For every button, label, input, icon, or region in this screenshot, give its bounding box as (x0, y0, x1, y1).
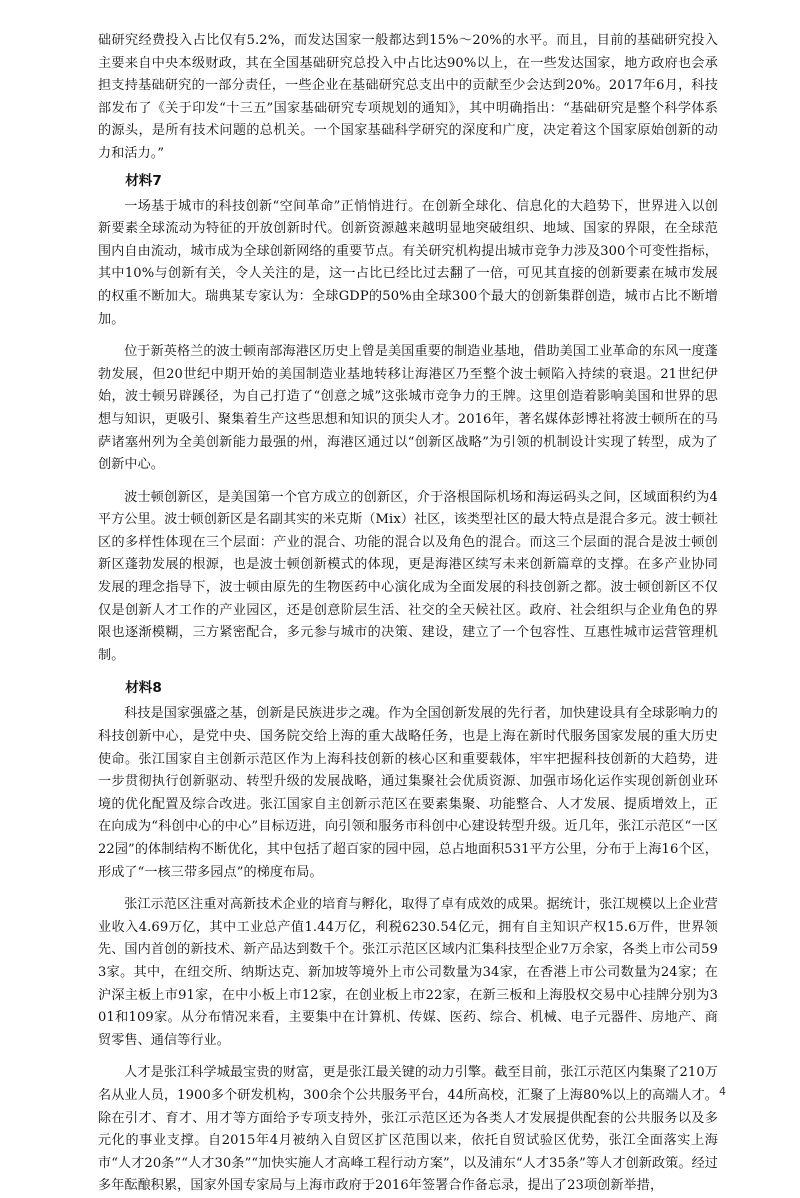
material-8-paragraph-2: 张江示范区注重对高新技术企业的培育与孵化，取得了卓有成效的成果。据统计，张江规模以上企业营业收入4.69万亿，其中工业总产值1.44万亿，利税6230.54亿元，拥有自主知识产权15.6万件，世界领先、国内首创的新技术、新产品达到数千个。张江示范区区域内汇集科技型企业7万余家，各类上市公司593家。其中，在纽交所、纳斯达克、新加坡等境外上市公司数量为34家，在香港上市公司数量为24家；在沪深主板上市91家，在中小板上市12家，在创业板上市22家，在新三板和上海股权交易中心挂牌分别为301和109家。从分布情况来看，主要集中在计算机、传媒、医药、综合、机械、电子元器件、房地产、商贸零售、通信等行业。 (98, 897, 718, 1048)
material-8-paragraph-1: 科技是国家强盛之基，创新是民族进步之魂。作为全国创新发展的先行者，加快建设具有全球影响力的科技创新中心，是党中央、国务院交给上海的重大战略任务，也是上海在新时代服务国家发展的重大历史使命。张江国家自主创新示范区作为上海科技创新的核心区和重要载体，牢牢把握科技创新的大趋势，进一步贯彻执行创新驱动、转型升级的发展战略，通过集聚社会优质资源、加强市场化运作实现创新创业环境的优化配置及综合改进。张江国家自主创新示范区在要素集聚、功能整合、人才发展、提质增效上，正在向成为“科创中心的中心”目标迈进，向引领和服务市科创中心建设转型升级。近几年，张江示范区“一区22园”的体制结构不断优化，其中包括了超百家的园中园，总占地面积531平方公里，分布于上海16个区，形成了“一核三带多园点”的梯度布局。 (98, 706, 718, 880)
intro-paragraph: 础研究经费投入占比仅有5.2%，而发达国家一般都达到15%～20%的水平。而且，目前的基础研究投入主要来自中央本级财政，其在全国基础研究总投入中占比达90%以上，在一些发达国家，地方政府也会承担支持基础研究的一部分责任，一些企业在基础研究总支出中的贡献至少会达到20%。2017年6月，科技部发布了《关于印发“十三五”国家基础研究专项规划的通知》，其中明确指出：“基础研究是整个科学体系的源头，是所有技术问题的总机关。一个国家基础科学研究的深度和广度，决定着这个国家原始创新的动力和活力。” (98, 33, 718, 161)
material-7-paragraph-2: 位于新英格兰的波士顿南部海港区历史上曾是美国重要的制造业基地，借助美国工业革命的东风一度蓬勃发展，但20世纪中期开始的美国制造业基地转移让海港区乃至整个波士顿陷入持续的衰退。21世纪伊始，波士顿另辟蹊径，为自己打造了“创意之城”这张城市竞争力的王牌。这里创造着影响美国和世界的思想与知识，更吸引、聚集着生产这些思想和知识的顶尖人才。2016年，著名媒体彭博社将波士顿所在的马萨诸塞州列为全美创新能力最强的州，海港区通过以“创新区战略”为引领的机制设计实现了转型，成为了创新中心。 (98, 344, 718, 473)
material-8-paragraph-3: 人才是张江科学城最宝贵的财富，更是张江最关键的动力引擎。截至目前，张江示范区内集聚了210万名从业人员，1900多个研发机构，300余个公共服务平台，44所高校，汇聚了上海80%以上的高端人才。除在引才、育才、用才等方面给予专项支持外，张江示范区还为各类人才发展提供配套的公共服务以及多元化的事业支撑。自2015年4月被纳入自贸区扩区范围以来，依托自贸试验区优势，张江全面落实上海市“人才20条”“人才30条”“加快实施人才高峰工程行动方案”，以及浦东“人才35条”等人才创新政策。经过多年酝酿积累，国家外国专家局与上海市政府于2016年签署合作备忘录，提出了23项创新举措， (98, 1065, 718, 1194)
material-7-heading: 材料7 (125, 172, 162, 189)
material-8-heading: 材料8 (125, 680, 162, 697)
material-7-paragraph-1: 一场基于城市的科技创新“空间革命”正悄悄进行。在创新全球化、信息化的大趋势下，世界进入以创新要素全球流动为特征的开放创新时代。创新资源越来越明显地突破组织、地域、国家的界限，在全球范围内自由流动，城市成为全球创新网络的重要节点。有关研究机构提出城市竞争力涉及300个可变性指标，其中10%与创新有关，令人关注的是，这一占比已经比过去翻了一倍，可见其直接的创新要素在城市发展的权重不断加大。瑞典某专家认为：全球GDP的50%由全球300个最大的创新集群创造，城市占比不断增加。 (98, 198, 718, 327)
material-7-paragraph-3: 波士顿创新区，是美国第一个官方成立的创新区，介于洛根国际机场和海运码头之间，区域面积约为4平方公里。波士顿创新区是名副其实的米克斯（Mix）社区，该类型社区的最大特点是混合多元。波士顿社区的多样性体现在三个层面：产业的混合、功能的混合以及角色的混合。而这三个层面的混合是波士顿创新区蓬勃发展的根源，也是波士顿创新模式的体现，更是海港区续写未来创新篇章的支撑。在多产业协同发展的理念指导下，波士顿由原先的生物医药中心演化成为全面发展的科技创新之都。波士顿创新区不仅仅是创新人才工作的产业园区，还是创意阶层生活、社交的全天候社区。政府、社会组织与企业角色的界限也逐渐模糊，三方紧密配合，多元参与城市的决策、建设，建立了一个包容性、互惠性城市运营管理机制。 (98, 489, 718, 663)
page-number: 4 (719, 1085, 726, 1098)
